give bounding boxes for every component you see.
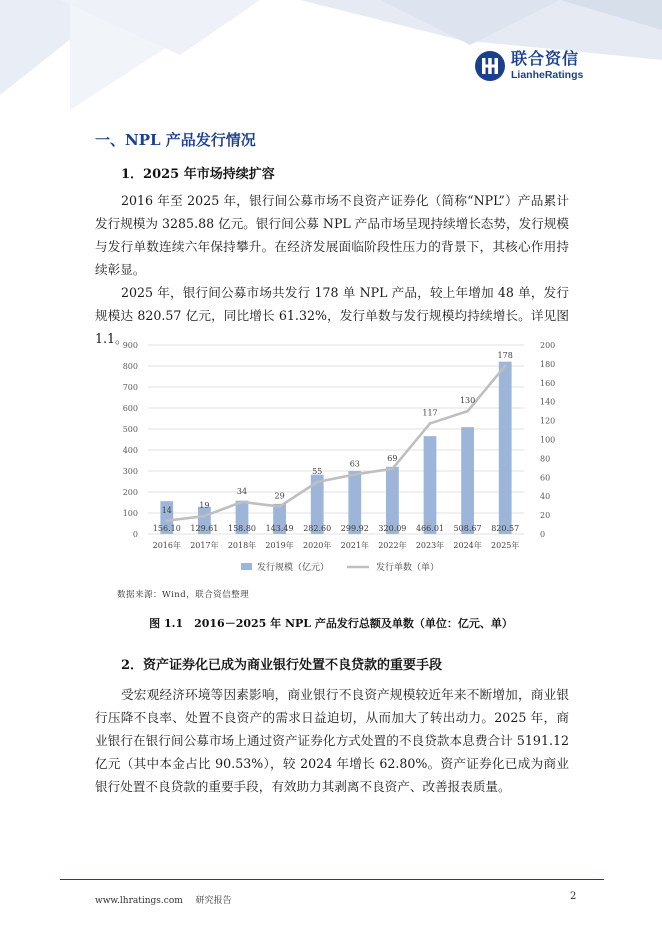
x-tick-label: 2016年 (152, 541, 181, 550)
brand-logo (474, 50, 583, 82)
paragraph-1: 2016 年至 2025 年，银行间公募市场不良资产证券化（简称“NPL”）产品累计发行规模为 3285.88 亿元。银行间公募 NPL 产品市场呈现持续增长态势，发行规模与发行单数连续六年保持攀升。在经济发展面临阶段性压力的背景下，其核心作用持续彰显。 (95, 193, 569, 277)
line-point (278, 505, 281, 508)
line-value-label: 178 (497, 350, 513, 360)
y-right-tick-label: 180 (540, 359, 556, 369)
line-value-label: 14 (161, 505, 172, 515)
brand-name-en: LianheRatings (511, 69, 584, 82)
line-value-label: 130 (459, 396, 476, 406)
y-left-tick-label: 100 (122, 509, 138, 518)
x-tick-label: 2021年 (340, 541, 369, 550)
x-tick-label: 2025年 (491, 541, 520, 550)
y-left-tick-label: 200 (122, 488, 138, 497)
bar-value-label: 820.57 (491, 524, 520, 533)
line-point (165, 519, 168, 522)
x-tick-label: 2018年 (227, 541, 257, 550)
y-right-tick-label: 140 (540, 397, 556, 407)
y-left-tick-label: 600 (122, 404, 138, 413)
paragraph-3: 受宏观经济环境等因素影响，商业银行不良资产规模较近年来不断增加，商业银行压降不良率、处置不良资产的需求日益迫切，从而加大了转出动力。2025 年，商业银行在银行间公募市场上通过资产证券化方式处置的不良贷款本息费合计 5191.12 亿元（其中本金占比 90.53%），较 2024 年增长 62.80%。资产证券化已成为商业银行处置不良贷款的重要手段，有效助力其剥离不良资产、改善报表质量。 (95, 687, 569, 794)
bar-value-label: 129.61 (190, 524, 219, 533)
y-left-tick-label: 800 (122, 362, 138, 371)
bar-value-label: 158.80 (228, 524, 256, 533)
line-value-label: 117 (422, 408, 438, 418)
y-right-tick-label: 100 (540, 435, 556, 445)
y-left-tick-label: 400 (122, 446, 138, 455)
y-right-tick-label: 200 (540, 341, 556, 350)
x-tick-label: 2023年 (415, 541, 445, 550)
bar-value-label: 156.10 (152, 524, 181, 533)
bar-value-label: 320.09 (378, 524, 407, 533)
y-right-tick-label: 20 (540, 511, 551, 521)
footer-info (95, 893, 232, 906)
y-left-tick-label: 900 (122, 341, 138, 350)
bar (499, 362, 512, 534)
lianhe-logo-icon (474, 50, 506, 82)
y-right-tick-label: 160 (540, 378, 556, 388)
legend-line-label: 发行单数（单） (376, 563, 440, 573)
y-left-tick-label: 300 (122, 467, 138, 476)
bar-value-label: 282.60 (303, 524, 332, 533)
line-value-label: 55 (312, 467, 323, 477)
data-source-note: 数据来源：Wind，联合资信整理 (117, 590, 250, 600)
x-tick-label: 2024年 (453, 541, 482, 550)
line-series-count (167, 366, 505, 521)
footer-doc-type: 研究报告 (195, 896, 232, 906)
line-point (504, 364, 507, 367)
line-point (391, 467, 394, 470)
bar-value-label: 143.49 (265, 524, 294, 533)
line-value-label: 19 (199, 501, 210, 511)
line-point (429, 422, 432, 425)
page-number: 2 (570, 891, 577, 902)
line-point (316, 481, 319, 484)
bar (424, 436, 437, 534)
footer-website: www.lhratings.com (95, 896, 183, 906)
y-left-tick-label: 700 (122, 383, 138, 392)
line-value-label: 34 (236, 486, 248, 496)
y-right-tick-label: 60 (540, 473, 551, 483)
x-tick-label: 2019年 (265, 541, 294, 550)
footer-divider (60, 879, 604, 880)
section-title: 一、NPL 产品发行情况 (95, 131, 256, 149)
bar (461, 427, 474, 534)
line-value-label: 69 (387, 453, 398, 463)
line-point (466, 410, 469, 413)
y-left-tick-label: 0 (132, 530, 138, 539)
paragraph-2: 2025 年，银行间公募市场共发行 178 单 NPL 产品，较上年增加 48 单，发行规模达 820.57 亿元，同比增长 61.32%，发行单数与发行规模均持续增长。详见图 1.1。 (95, 285, 569, 346)
x-tick-label: 2017年 (190, 541, 219, 550)
brand-name-cn: 联合资信 (511, 49, 580, 69)
x-tick-label: 2020年 (303, 541, 332, 550)
bar-value-label: 466.01 (416, 524, 444, 533)
figure-caption: 图 1.1 2016－2025 年 NPL 产品发行总额及单数（单位：亿元、单） (149, 617, 513, 630)
line-point (353, 473, 356, 476)
y-right-tick-label: 0 (540, 530, 546, 539)
subsection-title-1: 1．2025 年市场持续扩容 (121, 167, 275, 182)
x-tick-label: 2022年 (378, 541, 407, 550)
line-value-label: 29 (274, 491, 285, 501)
line-point (241, 500, 244, 503)
y-right-tick-label: 40 (540, 492, 551, 502)
y-left-tick-label: 500 (122, 425, 138, 434)
y-right-tick-label: 120 (540, 416, 556, 426)
line-point (203, 515, 206, 518)
bar-value-label: 508.67 (453, 524, 482, 533)
subsection-title-2: 2．资产证券化已成为商业银行处置不良贷款的重要手段 (121, 658, 443, 673)
legend-bar-label: 发行规模（亿元） (257, 563, 330, 573)
legend-bar-swatch (241, 563, 252, 570)
line-value-label: 63 (349, 459, 360, 469)
npl-issuance-chart (104, 336, 570, 581)
bar-value-label: 299.92 (340, 524, 369, 533)
y-right-tick-label: 80 (540, 454, 551, 464)
